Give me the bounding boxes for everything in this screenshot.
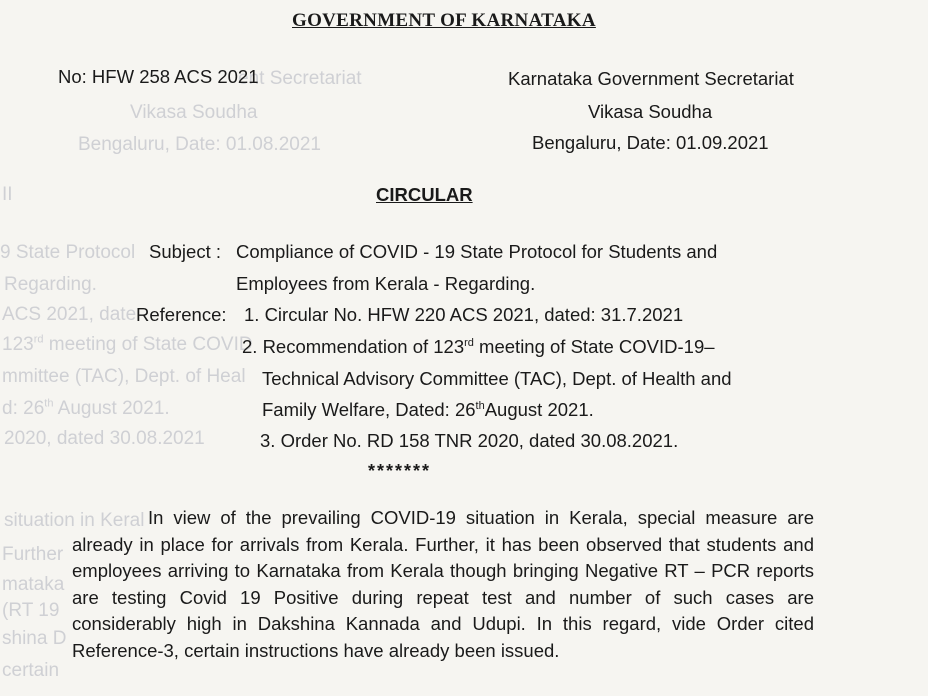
- bleed-through-text: d: 26th August 2021.: [2, 397, 170, 419]
- bleed-through-text: 2020, dated 30.08.2021: [4, 428, 205, 449]
- bleed-through-text: Vikasa Soudha: [130, 102, 258, 123]
- bleed-through-text: Bengaluru, Date: 01.08.2021: [78, 134, 321, 155]
- reference-label: Reference:: [136, 304, 227, 325]
- reference-item-3: 3. Order No. RD 158 TNR 2020, dated 30.08.2021.: [260, 430, 679, 451]
- bleed-through-text: 123rd meeting of State COVID: [2, 333, 253, 355]
- office-name: Karnataka Government Secretariat: [508, 68, 794, 89]
- body-paragraph: [72, 505, 814, 664]
- bleed-through-text: shina D: [2, 628, 67, 649]
- reference-item-2-line-3: Family Welfare, Dated: 26thAugust 2021.: [262, 399, 594, 420]
- bleed-through-text: Further: [2, 544, 64, 565]
- office-building: Vikasa Soudha: [588, 101, 713, 122]
- bleed-through-text: Regarding.: [4, 274, 97, 295]
- subject-line-2: Employees from Kerala - Regarding.: [236, 273, 536, 294]
- bleed-through-text: situation in Keral: [4, 510, 145, 531]
- separator: *******: [368, 461, 432, 481]
- bleed-through-text: certain: [2, 660, 60, 681]
- place-date: Bengaluru, Date: 01.09.2021: [532, 132, 769, 153]
- body-text: In view of the prevailing COVID-19 situation in Kerala, special measure are already in place for arrivals from Kerala. Further, it has been observed that students and employees arriving to Karnataka from Kerala though bringing Negative RT – PCR reports are testing Covid 19 Positive during repeat test and number of such cases are considerably high in Dakshina Kannada and Udupi. In this regard, vide Order cited Reference-3, certain instructions have already been issued.: [72, 507, 814, 661]
- order-number: No: HFW 258 ACS 2021: [58, 66, 259, 87]
- government-heading: GOVERNMENT OF KARNATAKA: [292, 10, 596, 31]
- reference-item-1: 1. Circular No. HFW 220 ACS 2021, dated: 31.7.2021: [244, 304, 684, 325]
- reference-item-2-line-2: Technical Advisory Committee (TAC), Dept. of Health and: [262, 368, 732, 389]
- bleed-through-text: mataka: [2, 574, 65, 595]
- circular-title: CIRCULAR: [376, 184, 473, 205]
- subject-label: Subject :: [149, 241, 221, 262]
- bleed-through-text: II: [2, 184, 13, 205]
- reference-item-2: 2. Recommendation of 123rd meeting of State COVID-19–: [242, 336, 715, 357]
- bleed-through-text: ACS 2021, date: [2, 304, 137, 325]
- bleed-through-text: 9 State Protocol: [0, 242, 136, 263]
- bleed-through-text: (RT 19: [2, 600, 60, 621]
- bleed-through-text: ent Secretariat: [238, 68, 362, 89]
- bleed-through-text: mmittee (TAC), Dept. of Heal: [2, 366, 246, 387]
- subject-line-1: Compliance of COVID - 19 State Protocol for Students and: [236, 241, 718, 262]
